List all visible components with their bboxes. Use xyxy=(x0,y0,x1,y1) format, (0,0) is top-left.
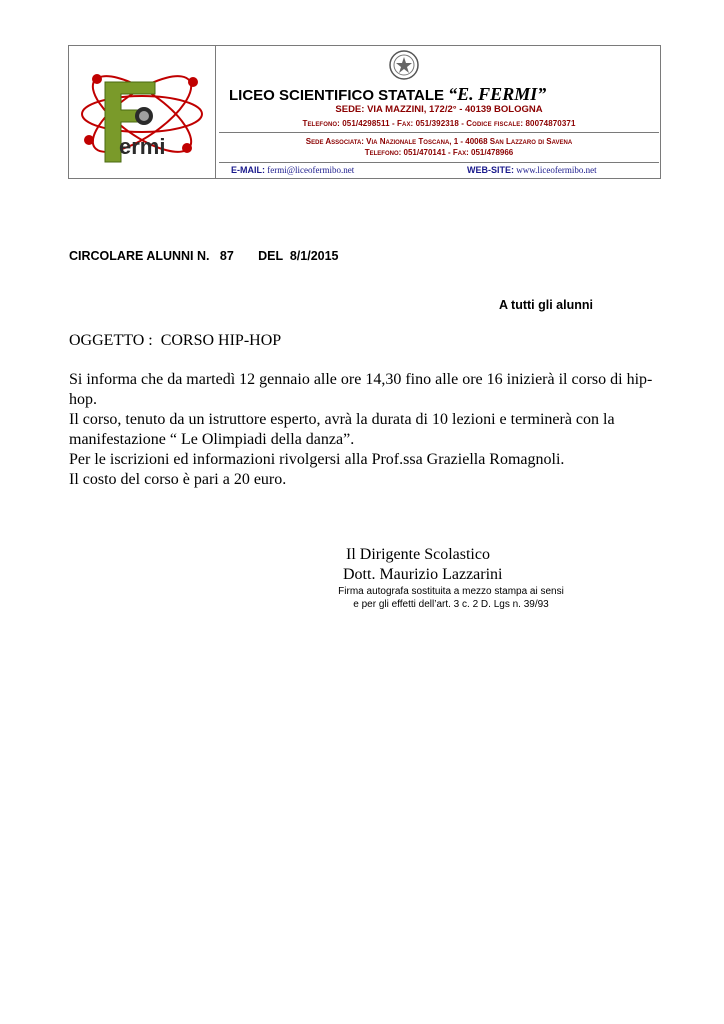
circular-number: CIRCOLARE ALUNNI N. 87 DEL 8/1/2015 xyxy=(69,249,339,263)
divider xyxy=(219,132,659,133)
body-paragraph: Il costo del corso è pari a 20 euro. xyxy=(69,471,287,488)
signature-note: Firma autografa sostituita a mezzo stampa ai sensi e per gli effetti dell’art. 3 c. 2 D. Lgs n. 39/93 xyxy=(338,586,564,610)
website-row: WEB-SITE: www.liceofermibo.net xyxy=(467,165,597,175)
website-link[interactable]: www.liceofermibo.net xyxy=(516,165,597,175)
logo-text: ermi xyxy=(119,134,166,159)
signatory-title: Il Dirigente Scolastico xyxy=(346,546,490,563)
republic-emblem-icon xyxy=(387,48,421,87)
email-link[interactable]: fermi@liceofermibo.net xyxy=(267,165,355,175)
associate-address: Sede Associata: Via Nazionale Toscana, 1 - 40068 San Lazzaro di Savena xyxy=(305,137,573,146)
letterhead xyxy=(68,45,661,179)
recipients: A tutti gli alunni xyxy=(499,298,593,312)
school-logo xyxy=(69,46,216,178)
school-address: SEDE: VIA MAZZINI, 172/2° - 40139 BOLOGNA xyxy=(335,104,543,115)
school-quoted-name: “E. FERMI” xyxy=(448,84,547,104)
signatory-name: Dott. Maurizio Lazzarini xyxy=(343,566,503,583)
school-name: LICEO SCIENTIFICO STATALE “E. FERMI” xyxy=(229,84,547,104)
body-paragraph: Il corso, tenuto da un istruttore esperto, avrà la durata di 10 lezioni e terminerà con la manifestazione “ Le Olimpiadi della danza”. xyxy=(69,411,615,448)
divider xyxy=(219,162,659,163)
body-paragraph: Per le iscrizioni ed informazioni rivolgersi alla Prof.ssa Graziella Romagnoli. xyxy=(69,451,565,468)
associate-phone: Telefono: 051/470141 - Fax: 051/478966 xyxy=(364,148,514,157)
school-phone: Telefono: 051/4298511 - Fax: 051/392318 - Codice fiscale: 80074870371 xyxy=(302,119,576,128)
letter-body xyxy=(69,370,659,490)
email-row: E-MAIL: fermi@liceofermibo.net xyxy=(231,165,355,175)
body-paragraph: Si informa che da martedì 12 gennaio alle ore 14,30 fino alle ore 16 inizierà il corso di hip-hop. xyxy=(69,371,653,408)
subject: OGGETTO : CORSO HIP-HOP xyxy=(69,332,282,349)
